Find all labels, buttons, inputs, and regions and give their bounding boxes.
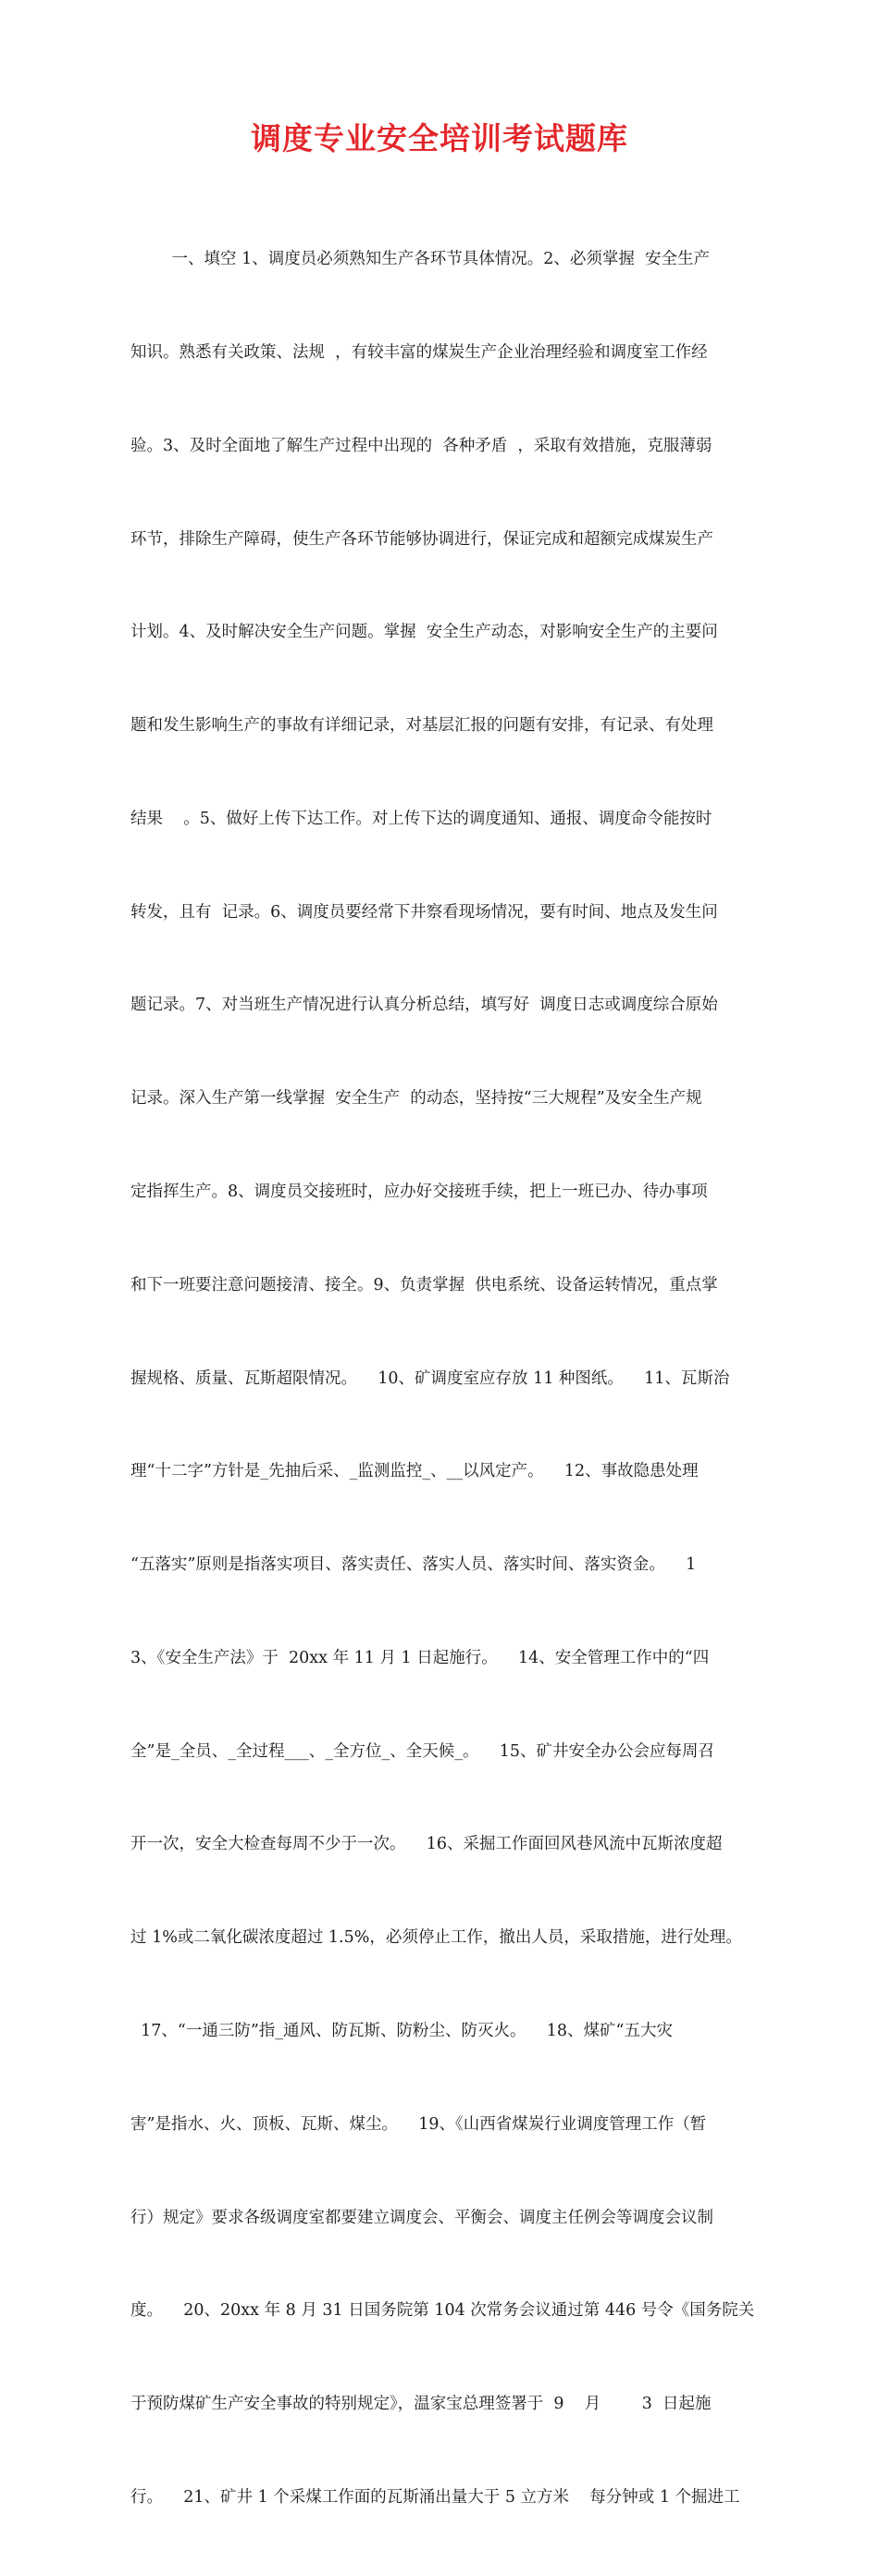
body-line: 一、填空 1、调度员必须熟知生产各环节具体情况。2、必须掌握 安全生产 [130, 250, 710, 269]
body-line: 开一次，安全大检查每周不少于一次。 16、采掘工作面回风巷风流中瓦斯浓度超 [130, 1835, 723, 1854]
body-line: 结果 。5、做好上传下达工作。对上传下达的调度通知、通报、调度命令能按时 [130, 809, 712, 828]
body-line: 于预防煤矿生产安全事故的特别规定》，温家宝总理签署于 9 月 3 日起施 [130, 2395, 712, 2414]
body-line: 害”是指水、火、顶板、瓦斯、煤尘。 19、《山西省煤炭行业调度管理工作（暂 [130, 2114, 707, 2134]
body-line: 理“十二字”方针是_先抽后采、_监测监控_、__以风定产。 12、事故隐患处理 [130, 1462, 699, 1481]
body-line: 全”是_全员、_全过程___、_全方位_、全天候_。 15、矿井安全办公会应每周召 [130, 1741, 714, 1761]
body-line: 记录。深入生产第一线掌握 安全生产 的动态，坚持按“三大规程”及安全生产规 [130, 1089, 702, 1108]
body-line: 验。3、及时全面地了解生产过程中出现的 各种矛盾 ，采取有效措施，克服薄弱 [130, 436, 712, 455]
body-line: 3、《安全生产法》于 20xx 年 11 月 1 日起施行。 14、安全管理工作中的“四 [130, 1648, 710, 1667]
body-line: 行。 21、矿井 1 个采煤工作面的瓦斯涌出量大于 5 立方米 每分钟或 1 个掘进工 [130, 2487, 740, 2507]
body-line: “五落实”原则是指落实项目、落实责任、落实人员、落实时间、落实资金。 1 [130, 1555, 697, 1575]
body-line: 过 1%或二氧化碳浓度超过 1.5%，必须停止工作，撤出人员，采取措施，进行处理。 [130, 1928, 742, 1948]
document-body [130, 182, 760, 2576]
body-line: 握规格、质量、瓦斯超限情况。 10、矿调度室应存放 11 种图纸。 11、瓦斯治 [130, 1368, 730, 1388]
body-line: 题记录。7、对当班生产情况进行认真分析总结，填写好 调度日志或调度综合原始 [130, 996, 718, 1015]
body-line: 计划。4、及时解决安全生产问题。掌握 安全生产动态，对影响安全生产的主要问 [130, 623, 718, 642]
document-title: 调度专业安全培训考试题库 [251, 120, 628, 156]
body-line: 转发，且有 记录。6、调度员要经常下井察看现场情况，要有时间、地点及发生问 [130, 902, 718, 922]
body-line: 和下一班要注意问题接清、接全。9、负责掌握 供电系统、设备运转情况，重点掌 [130, 1275, 718, 1294]
body-line: 定指挥生产。8、调度员交接班时，应办好交接班手续，把上一班已办、待办事项 [130, 1183, 708, 1201]
body-line: 行）规定》要求各级调度室都要建立调度会、平衡会、调度主任例会等调度会议制 [130, 2208, 713, 2227]
body-line: 17、“一通三防”指_通风、防瓦斯、防粉尘、防灭火。 18、煤矿“五大灾 [130, 2022, 674, 2041]
body-line: 环节，排除生产障碍，使生产各环节能够协调进行，保证完成和超额完成煤炭生产 [130, 529, 713, 549]
body-line: 度。 20、20xx 年 8 月 31 日国务院第 104 次常务会议通过第 446 号令《国务院关 [130, 2301, 755, 2321]
body-line: 题和发生影响生产的事故有详细记录，对基层汇报的问题有安排，有记录、有处理 [130, 716, 713, 736]
body-line: 知识。熟悉有关政策、法规 ，有较丰富的煤炭生产企业治理经验和调度室工作经 [130, 342, 708, 362]
